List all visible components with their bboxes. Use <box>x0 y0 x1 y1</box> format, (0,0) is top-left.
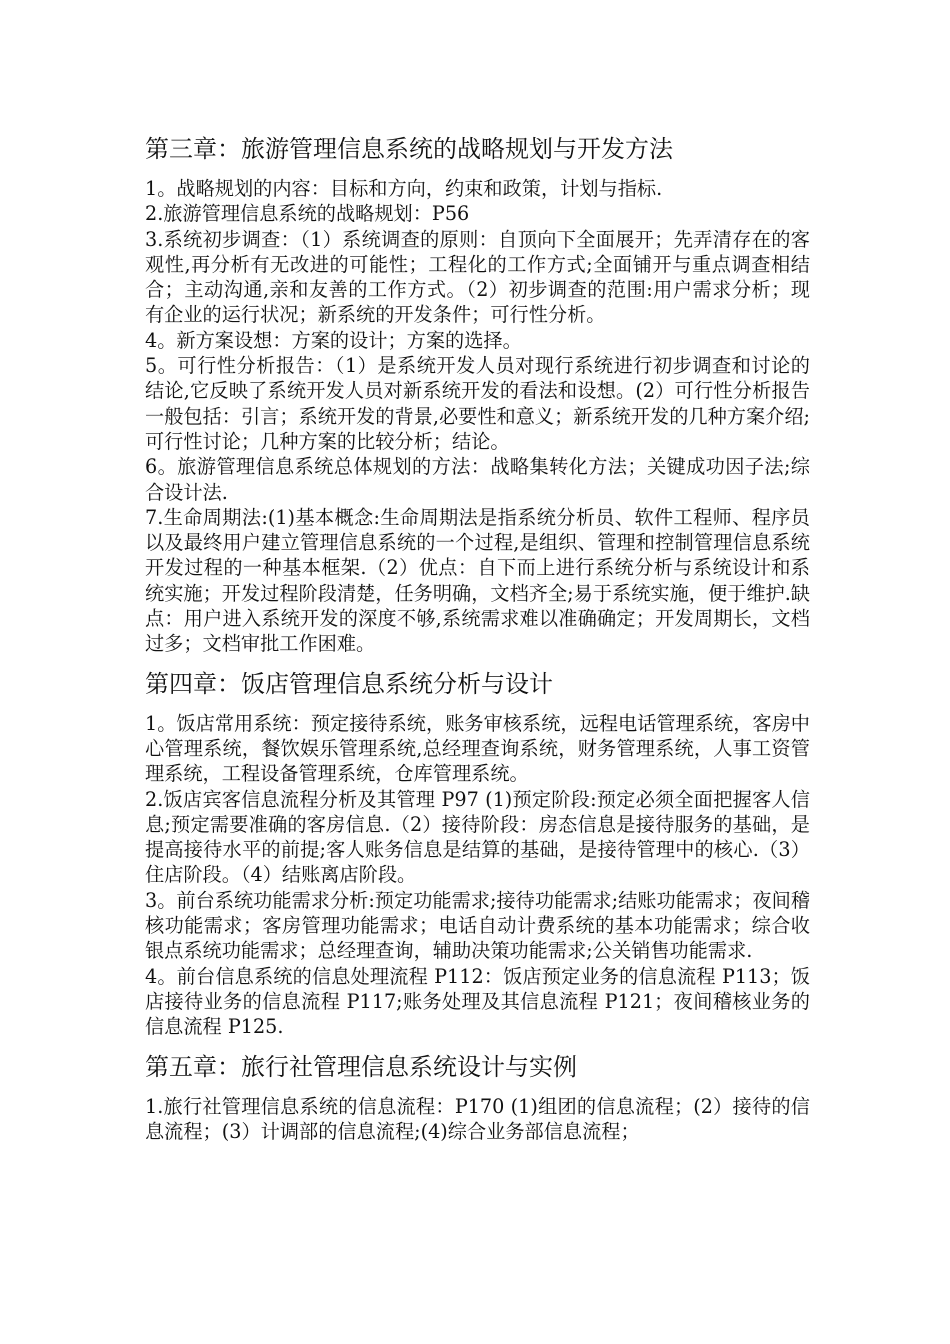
chapter-3-paragraph-2: 2.旅游管理信息系统的战略规划：P56 <box>145 202 470 226</box>
document-page <box>145 130 810 1144</box>
chapter-5-title: 第五章：旅行社管理信息系统设计与实例 <box>145 1052 577 1081</box>
chapter-3-paragraph-6: 6。旅游管理信息系统总体规划的方法：战略集转化方法；关键成功因子法;综合设计法. <box>145 455 810 504</box>
chapter-3-paragraph-3: 3.系统初步调查：（1）系统调查的原则：自顶向下全面展开；先弄清存在的客观性,再分析有无改进的可能性；工程化的工作方式;全面铺开与重点调查相结合；主动沟通,亲和友善的工作方式。（2）初步调查的范围:用户需求分析；现有企业的运行状况；新系统的开发条件；可行性分析。 <box>145 227 810 327</box>
chapter-4-title: 第四章：饭店管理信息系统分析与设计 <box>145 669 553 698</box>
chapter-3-paragraph-7: 7.生命周期法:(1)基本概念:生命周期法是指系统分析员、软件工程师、程序员以及最终用户建立管理信息系统的一个过程,是组织、管理和控制管理信息系统开发过程的一种基本框架.（2）优点：自下而上进行系统分析与系统设计和系统实施；开发过程阶段清楚，任务明确，文档齐全;易于系统实施，便于维护.缺点：用户进入系统开发的深度不够,系统需求难以准确确定；开发周期长，文档过多；文档审批工作困难。 <box>145 505 810 656</box>
chapter-4-paragraph-1: 1。饭店常用系统：预定接待系统，账务审核系统，远程电话管理系统，客房中心管理系统，餐饮娱乐管理系统,总经理查询系统，财务管理系统，人事工资管理系统，工程设备管理系统，仓库管理系统。 <box>145 711 810 786</box>
chapter-4 <box>145 665 810 1040</box>
chapter-4-paragraph-3: 3。前台系统功能需求分析:预定功能需求;接待功能需求;结账功能需求；夜间稽核功能需求；客房管理功能需求；电话自动计费系统的基本功能需求；综合收银点系统功能需求；总经理查询，辅助决策功能需求;公关销售功能需求. <box>145 888 810 963</box>
chapter-3-paragraph-4: 4。新方案设想：方案的设计；方案的选择。 <box>145 328 522 352</box>
chapter-4-paragraph-2: 2.饭店宾客信息流程分析及其管理 P97 (1)预定阶段:预定必须全面把握客人信息;预定需要准确的客房信息.（2）接待阶段：房态信息是接待服务的基础，是提高接待水平的前提;客人账务信息是结算的基础，是接待管理中的核心.（3）住店阶段。（4）结账离店阶段。 <box>145 787 810 887</box>
chapter-3-paragraph-1: 1。战略规划的内容：目标和方向，约束和政策，计划与指标. <box>145 177 663 200</box>
chapter-3-paragraph-5: 5。可行性分析报告：（1）是系统开发人员对现行系统进行初步调查和讨论的结论,它反映了系统开发人员对新系统开发的看法和设想。(2）可行性分析报告一般包括：引言；系统开发的背景,必要性和意义；新系统开发的几种方案介绍;可行性讨论；几种方案的比较分析；结论。 <box>145 354 810 453</box>
chapter-5-paragraph-1: 1.旅行社管理信息系统的信息流程：P170 (1)组团的信息流程；(2）接待的信息流程；(3）计调部的信息流程;(4)综合业务部信息流程； <box>145 1094 810 1143</box>
chapter-5 <box>145 1048 810 1145</box>
chapter-4-paragraph-4: 4。前台信息系统的信息处理流程 P112：饭店预定业务的信息流程 P113；饭店接待业务的信息流程 P117;账务处理及其信息流程 P121；夜间稽核业务的信息流程 P125. <box>145 964 810 1039</box>
chapter-3 <box>145 130 810 657</box>
chapter-3-title: 第三章：旅游管理信息系统的战略规划与开发方法 <box>145 135 673 163</box>
